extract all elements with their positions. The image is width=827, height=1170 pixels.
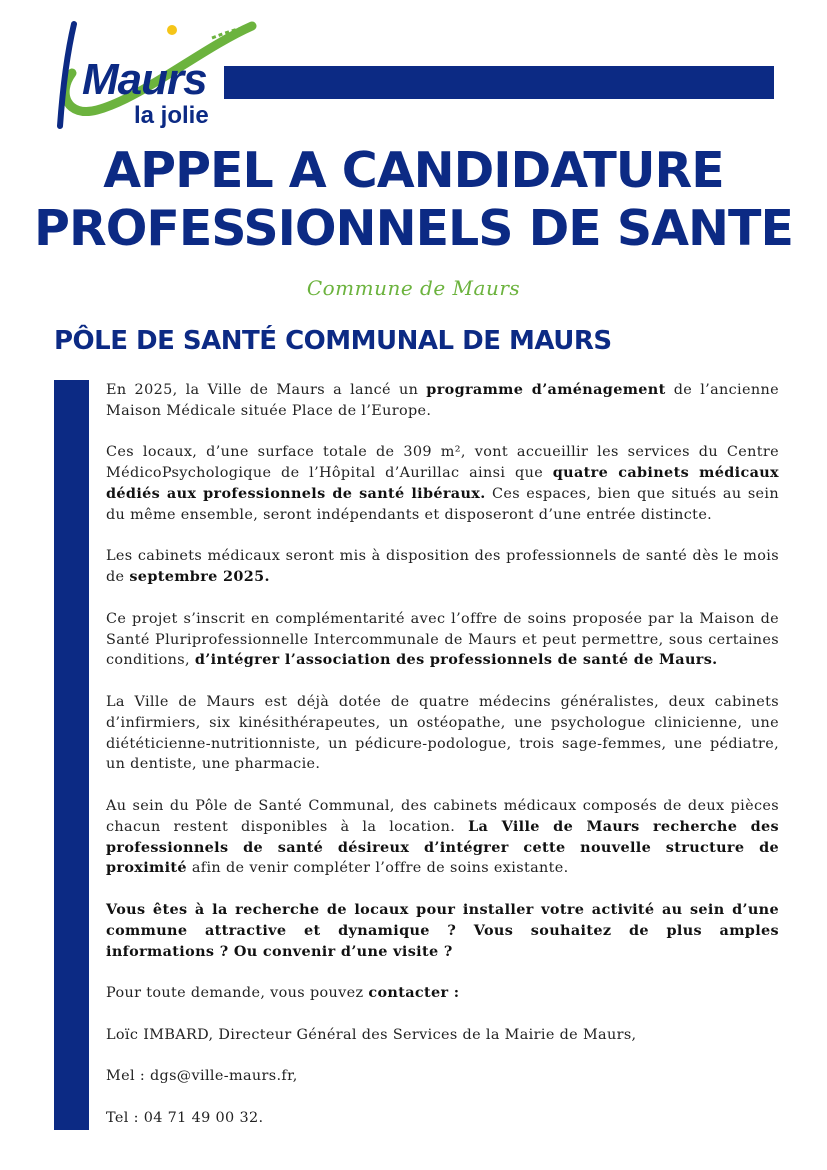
paragraph-6: Au sein du Pôle de Santé Communal, des cabinets médicaux composés de deux pièces chacun restent disponibles à la location. La Ville de Maurs recherche des professionnels de santé désireux d’intégrer cette nouvelle structure de proximité afin de venir compléter l’offre de soins existante.	[106, 797, 779, 877]
contact-email: Mel : dgs@ville-maurs.fr,	[106, 1068, 298, 1085]
logo-sun-dot	[167, 25, 177, 35]
section-heading: PÔLE DE SANTÉ COMMUNAL DE MAURS	[54, 326, 612, 356]
logo-name: Maurs	[82, 55, 207, 104]
title-line-1: APPEL A CANDIDATURE	[103, 142, 724, 199]
page-subtitle: Commune de Maurs	[306, 276, 521, 300]
header-decorative-bar	[224, 66, 774, 99]
paragraph-8: Pour toute demande, vous pouvez contacter :	[106, 984, 460, 1002]
page-title	[0, 142, 827, 258]
logo-tagline: la jolie	[134, 102, 209, 129]
contact-name: Loïc IMBARD, Directeur Général des Services de la Mairie de Maurs,	[106, 1026, 637, 1043]
paragraph-1: En 2025, la Ville de Maurs a lancé un programme d’aménagement de l’ancienne Maison Médicale située Place de l’Europe.	[106, 381, 779, 419]
side-decorative-bar	[54, 380, 89, 1130]
contact-phone: Tel : 04 71 49 00 32.	[106, 1109, 264, 1126]
paragraph-5: La Ville de Maurs est déjà dotée de quatre médecins généralistes, deux cabinets d’infirmiers, six kinésithérapeutes, un ostéopathe, une psychologue clinicienne, une diététicienne-nutritionniste, un pédicure-podologue, trois sage-femmes, une pédiatre, un dentiste, une pharmacie.	[106, 693, 779, 773]
paragraph-3: Les cabinets médicaux seront mis à disposition des professionnels de santé dès le mois de septembre 2025.	[106, 548, 779, 586]
title-line-2: PROFESSIONNELS DE SANTE	[34, 200, 793, 257]
body-text	[106, 380, 779, 1149]
paragraph-7: Vous êtes à la recherche de locaux pour installer votre activité au sein d’une commune attractive et dynamique ? Vous souhaitez de plus amples informations ? Ou convenir d’une visite ?	[106, 900, 779, 960]
paragraph-2: Ces locaux, d’une surface totale de 309 m², vont accueillir les services du Centre MédicoPsychologique de l’Hôpital d’Aurillac ainsi que quatre cabinets médicaux dédiés aux professionnels de santé libéraux. Ces espaces, bien que situés au sein du même ensemble, seront indépendants et disposeront d’une entrée distincte.	[106, 444, 779, 523]
paragraph-4: Ce projet s’inscrit en complémentarité avec l’offre de soins proposée par la Maison de Santé Pluriprofessionnelle Intercommunale de Maurs et peut permettre, sous certaines conditions, d’intégrer l’association des professionnels de santé de Maurs.	[106, 610, 779, 669]
